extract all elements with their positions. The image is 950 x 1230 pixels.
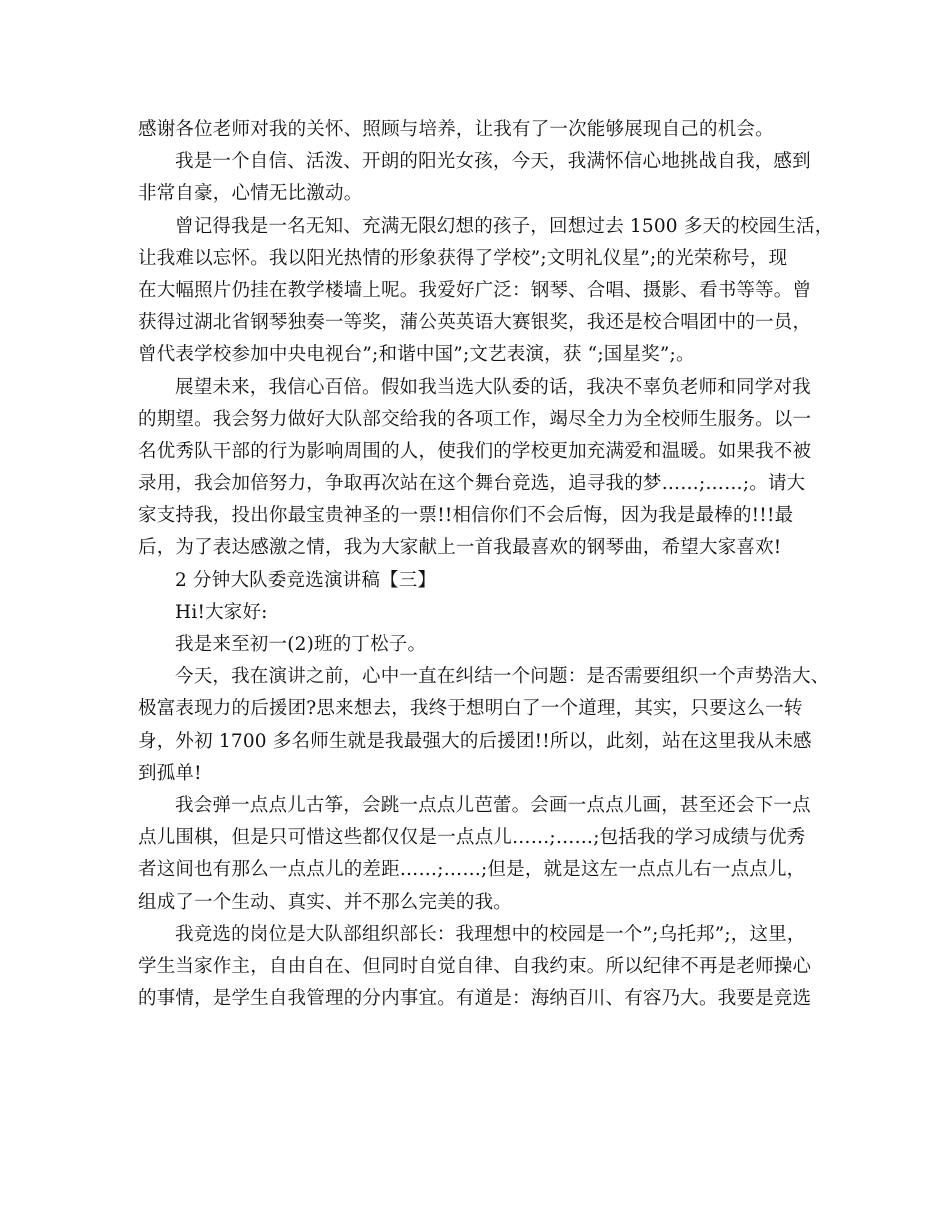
text-line: 今天，我在演讲之前，心中一直在纠结一个问题：是否需要组织一个声势浩大、	[175, 666, 830, 688]
text-line: 到孤单!	[138, 762, 202, 784]
text-line: 身，外初 1700 多名师生就是我最强大的后援团!!所以，此刻，站在这里我从未感	[138, 730, 812, 752]
text-line: 我是一个自信、活泼、开朗的阳光女孩，今天，我满怀信心地挑战自我，感到	[175, 151, 811, 173]
text-line: 曾记得我是一名无知、充满无限幻想的孩子，回想过去 1500 多天的校园生活，	[175, 215, 834, 237]
text-line: 曾代表学校参加中央电视台”;和谐中国”;文艺表演，获 “;国星奖”;。	[138, 344, 695, 366]
text-line: 让我难以忘怀。我以阳光热情的形象获得了学校”;文明礼仪星”;的光荣称号，现	[138, 247, 788, 269]
text-line: 学生当家作主，自由自在、但同时自觉自律、自我约束。所以纪律不再是老师操心	[138, 955, 812, 977]
text-line: 非常自豪，心情无比激动。	[138, 183, 363, 205]
text-line: 的期望。我会努力做好大队部交给我的各项工作，竭尽全力为全校师生服务。以一	[138, 408, 812, 430]
text-line: Hi!大家好:	[175, 601, 268, 623]
text-line: 点儿围棋，但是只可惜这些都仅仅是一点点儿……;……;包括我的学习成绩与优秀	[138, 827, 806, 849]
text-line: 者这间也有那么一点点儿的差距……;……;但是，就是这左一点点儿右一点点儿，	[138, 859, 806, 881]
text-line: 展望未来，我信心百倍。假如我当选大队委的话，我决不辜负老师和同学对我	[175, 376, 811, 398]
text-line: 名优秀队干部的行为影响周围的人，使我们的学校更加充满爱和温暖。如果我不被	[138, 440, 812, 462]
text-line: 后，为了表达感激之情，我为大家献上一首我最喜欢的钢琴曲，希望大家喜欢!	[138, 537, 782, 559]
text-line: 我竞选的岗位是大队部组织部长：我理想中的校园是一个”;乌托邦”;，这里，	[175, 923, 806, 945]
text-line: 家支持我，投出你最宝贵神圣的一票!!相信你们不会后悔，因为我是最棒的!!!最	[138, 505, 794, 527]
text-line: 我会弹一点点儿古筝，会跳一点点儿芭蕾。会画一点点儿画，甚至还会下一点	[175, 794, 811, 816]
text-line: 组成了一个生动、真实、并不那么完美的我。	[138, 891, 513, 913]
text-line: 2 分钟大队委竞选演讲稿【三】	[175, 569, 437, 591]
text-line: 录用，我会加倍努力，争取再次站在这个舞台竞选，追寻我的梦……;……;。请大	[138, 473, 806, 495]
text-line: 极富表现力的后援团?思来想去，我终于想明白了一个道理，其实，只要这么一转	[138, 698, 803, 720]
text-line: 获得过湖北省钢琴独奏一等奖，蒲公英英语大赛银奖，我还是校合唱团中的一员，	[138, 312, 812, 334]
text-line: 在大幅照片仍挂在教学楼墙上呢。我爱好广泛：钢琴、合唱、摄影、看书等等。曾	[138, 279, 812, 301]
text-line: 的事情，是学生自我管理的分内事宜。有道是：海纳百川、有容乃大。我要是竞选	[138, 988, 812, 1010]
text-line: 我是来至初一(2)班的丁松子。	[175, 634, 427, 655]
text-line: 感谢各位老师对我的关怀、照顾与培养，让我有了一次能够展现自己的机会。	[138, 119, 774, 140]
document-body	[138, 114, 834, 1015]
